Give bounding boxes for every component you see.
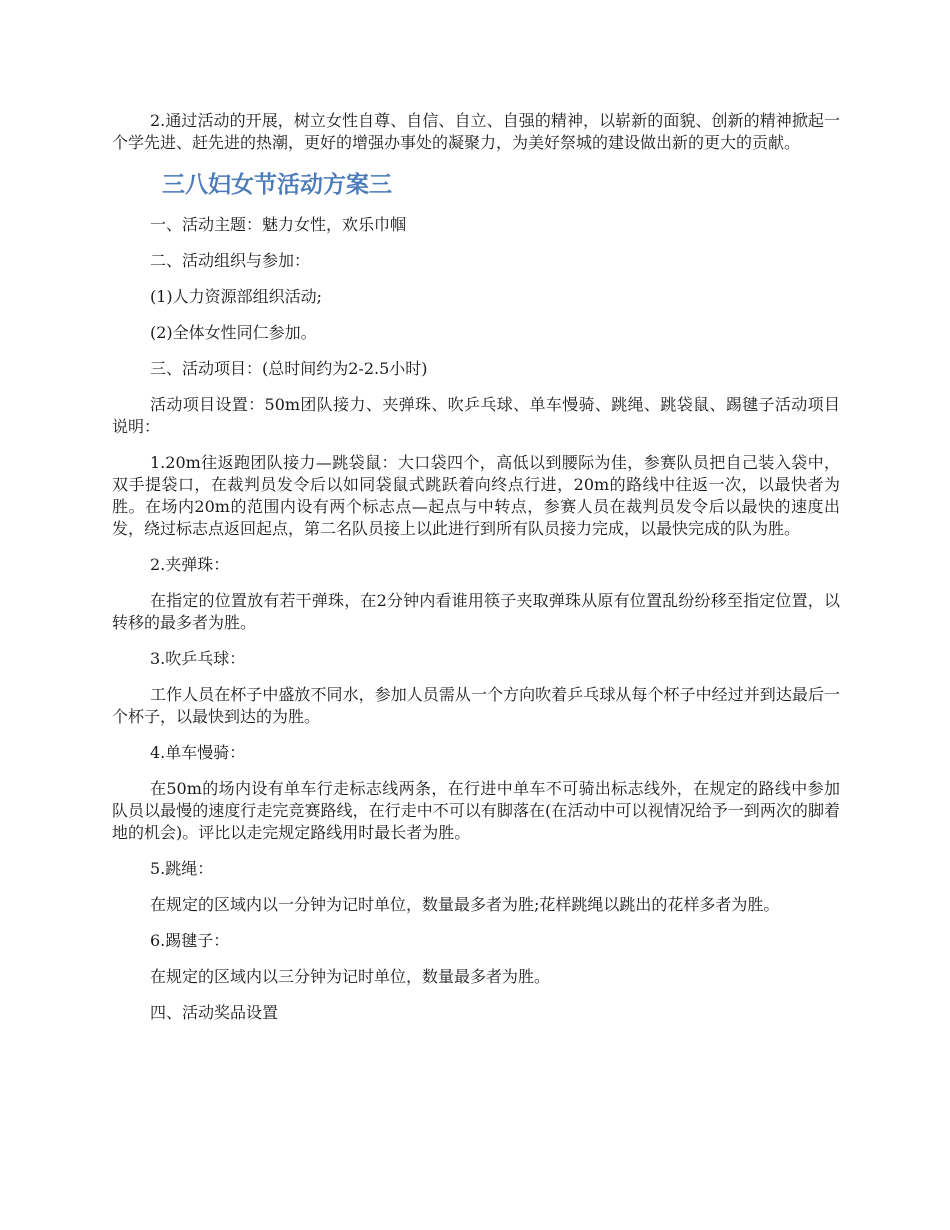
paragraph-item-4-title: 4.单车慢骑： — [150, 743, 246, 762]
paragraph-item-2-title: 2.夹弹珠： — [150, 555, 230, 574]
paragraph-item-5-body: 在规定的区域内以一分钟为记时单位，数量最多者为胜;花样跳绳以跳出的花样多者为胜。 — [150, 895, 780, 914]
paragraph-item-3-title: 3.吹乒乓球： — [150, 649, 246, 668]
paragraph-items: 三、活动项目：(总时间约为2-2.5小时) — [150, 359, 428, 378]
section-heading: 三八妇女节活动方案三 — [162, 172, 392, 198]
paragraph-item-1: 1.20m往返跑团队接力—跳袋鼠：大口袋四个，高低以到腰际为佳，参赛队员把自己装入袋中，双手提袋口，在裁判员发令后以如同袋鼠式跳跃着向终点行进，20m的路线中往返一次，以最快者为胜。在场内20m的范围内设有两个标志点—起点与中转点，参赛人员在裁判员发令后以最快的速度出发，绕过标志点返回起点，第二名队员接上以此进行到所有队员接力完成，以最快完成的队为胜。 — [112, 453, 840, 538]
paragraph-item-3-body: 工作人员在杯子中盛放不同水，参加人员需从一个方向吹着乒乓球从每个杯子中经过并到达最后一个杯子，以最快到达的为胜。 — [112, 685, 840, 726]
paragraph-item-5-title: 5.跳绳： — [150, 859, 214, 878]
paragraph-items-setup: 活动项目设置：50m团队接力、夹弹珠、吹乒乓球、单车慢骑、跳绳、跳袋鼠、踢毽子活动项目说明： — [112, 395, 840, 436]
paragraph-prizes: 四、活动奖品设置 — [150, 1003, 279, 1022]
paragraph-item-4-body: 在50m的场内设有单车行走标志线两条，在行进中单车不可骑出标志线外，在规定的路线中参加队员以最慢的速度行走完竞赛路线，在行走中不可以有脚落在(在活动中可以视情况给予一到两次的脚着地的机会)。评比以走完规定路线用时最长者为胜。 — [112, 779, 840, 842]
paragraph-organization-2: (2)全体女性同仁参加。 — [150, 323, 317, 342]
paragraph-item-2-body: 在指定的位置放有若干弹珠，在2分钟内看谁用筷子夹取弹珠从原有位置乱纷纷移至指定位置，以转移的最多者为胜。 — [112, 591, 840, 632]
paragraph-organization-1: (1)人力资源部组织活动; — [150, 287, 323, 306]
intro-paragraph: 2.通过活动的开展，树立女性自尊、自信、自立、自强的精神，以崭新的面貌、创新的精神掀起一个学先进、赶先进的热潮，更好的增强办事处的凝聚力，为美好祭城的建设做出新的更大的贡献。 — [112, 111, 840, 152]
document-page — [112, 110, 840, 1038]
paragraph-organization: 二、活动组织与参加： — [150, 251, 311, 270]
paragraph-item-6-title: 6.踢毽子： — [150, 931, 230, 950]
paragraph-theme: 一、活动主题：魅力女性，欢乐巾帼 — [150, 215, 407, 234]
paragraph-item-6-body: 在规定的区域内以三分钟为记时单位，数量最多者为胜。 — [150, 967, 551, 986]
